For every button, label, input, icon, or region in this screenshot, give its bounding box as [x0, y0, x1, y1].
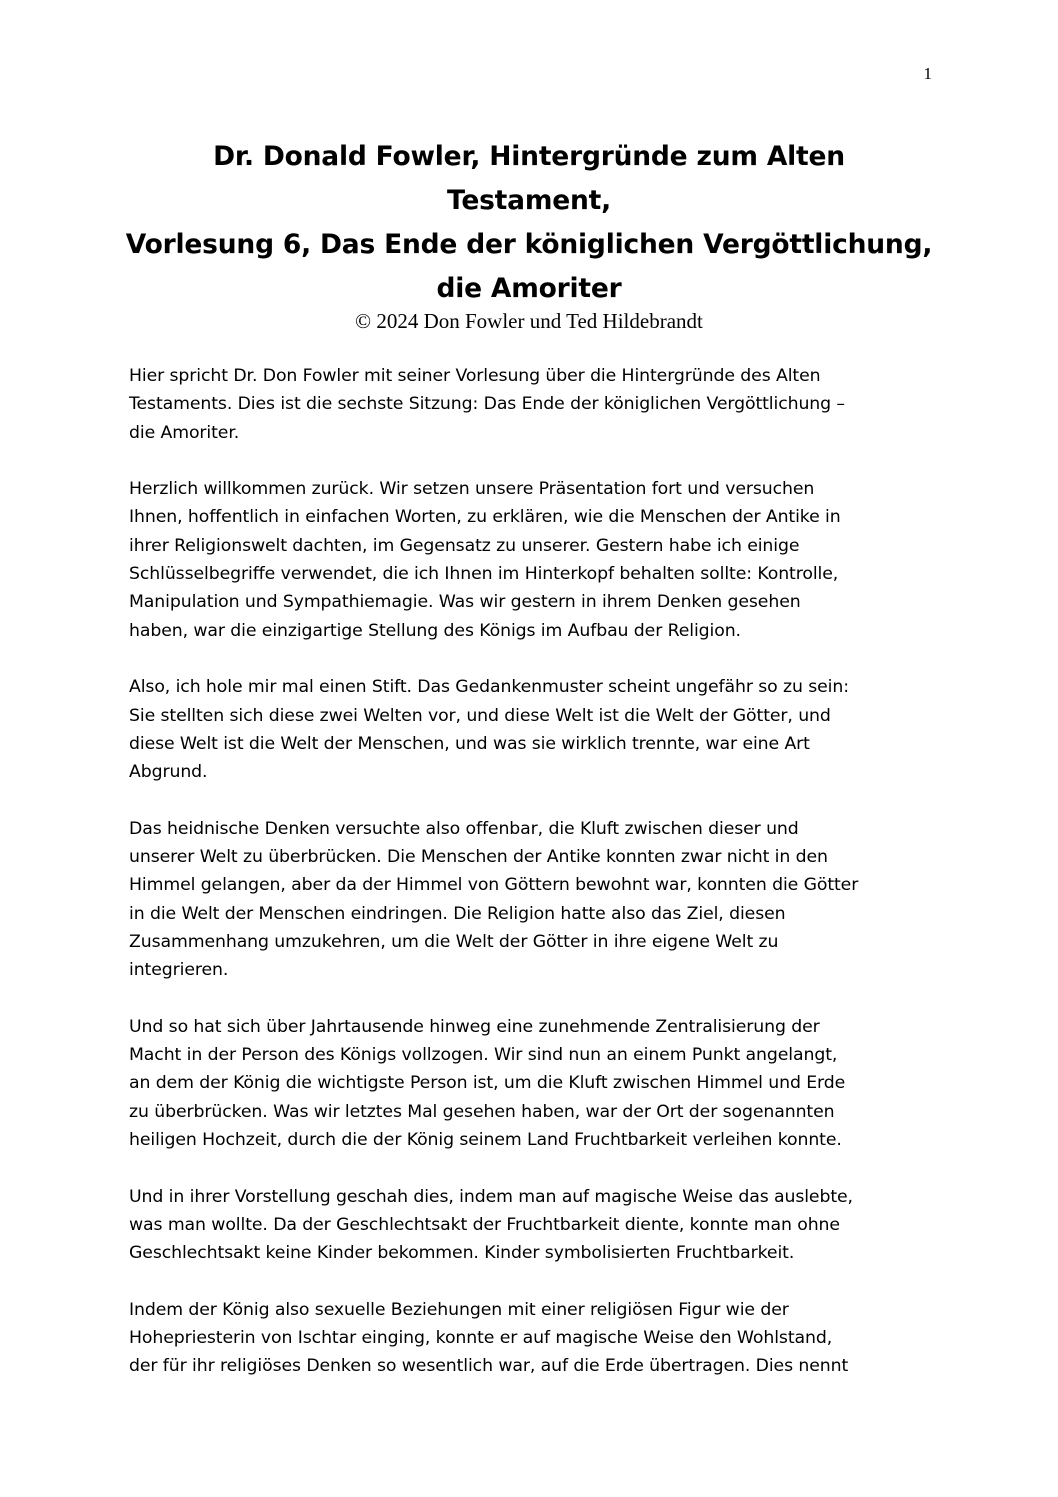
- paragraph-line: heiligen Hochzeit, durch die der König seinem Land Fruchtbarkeit verleihen konnte.: [129, 1130, 842, 1151]
- paragraph-line: Testaments. Dies ist die sechste Sitzung: Das Ende der königlichen Vergöttlichung –: [129, 394, 845, 415]
- paragraph-line: Himmel gelangen, aber da der Himmel von Göttern bewohnt war, konnten die Götter: [129, 875, 859, 896]
- paragraph-line: die Amoriter.: [129, 422, 240, 443]
- paragraph-line: diese Welt ist die Welt der Menschen, und was sie wirklich trennte, war eine Art: [129, 733, 810, 754]
- paragraph-line: haben, war die einzigartige Stellung des Königs im Aufbau der Religion.: [129, 620, 741, 641]
- paragraph-line: Zusammenhang umzukehren, um die Welt der Götter in ihre eigene Welt zu: [129, 931, 779, 952]
- paragraph-line: Und so hat sich über Jahrtausende hinweg eine zunehmende Zentralisierung der: [129, 1016, 820, 1037]
- title-line: Vorlesung 6, Das Ende der königlichen Vergöttlichung,: [125, 229, 933, 260]
- paragraph: [129, 1296, 929, 1381]
- paragraph-line: Also, ich hole mir mal einen Stift. Das Gedankenmuster scheint ungefähr so zu sein:: [129, 677, 849, 698]
- paragraph-line: Hohepriesterin von Ischtar einging, konnte er auf magische Weise den Wohlstand,: [129, 1328, 833, 1349]
- paragraph-line: Herzlich willkommen zurück. Wir setzen unsere Präsentation fort und versuchen: [129, 479, 815, 500]
- paragraph-line: Geschlechtsakt keine Kinder bekommen. Kinder symbolisierten Fruchtbarkeit.: [129, 1243, 795, 1264]
- paragraph-line: Macht in der Person des Königs vollzogen. Wir sind nun an einem Punkt angelangt,: [129, 1045, 838, 1066]
- paragraph-line: Indem der König also sexuelle Beziehungen mit einer religiösen Figur wie der: [129, 1299, 789, 1320]
- paragraph: [129, 475, 929, 645]
- paragraph: [129, 1013, 929, 1154]
- paragraph-line: Manipulation und Sympathiemagie. Was wir gestern in ihrem Denken gesehen: [129, 592, 801, 613]
- paragraph-line: Schlüsselbegriffe verwendet, die ich Ihnen im Hinterkopf behalten sollte: Kontrolle,: [129, 564, 839, 585]
- document-title: [100, 135, 958, 311]
- paragraph-line: unserer Welt zu überbrücken. Die Menschen der Antike konnten zwar nicht in den: [129, 847, 828, 868]
- paragraph-line: Das heidnische Denken versuchte also offenbar, die Kluft zwischen dieser und: [129, 818, 799, 839]
- paragraph-line: Hier spricht Dr. Don Fowler mit seiner Vorlesung über die Hintergründe des Alten: [129, 366, 821, 386]
- paragraph-line: an dem der König die wichtigste Person ist, um die Kluft zwischen Himmel und Erde: [129, 1073, 846, 1094]
- paragraph-line: Und in ihrer Vorstellung geschah dies, indem man auf magische Weise das auslebte,: [129, 1186, 853, 1207]
- paragraph-line: was man wollte. Da der Geschlechtsakt der Fruchtbarkeit diente, konnte man ohne: [129, 1214, 840, 1235]
- paragraph-line: in die Welt der Menschen eindringen. Die Religion hatte also das Ziel, diesen: [129, 903, 786, 924]
- title-line: die Amoriter: [436, 273, 622, 304]
- paragraph: [129, 815, 929, 985]
- paragraph: [129, 673, 929, 786]
- page-number: 1: [923, 64, 932, 83]
- paragraph: [129, 362, 929, 447]
- paragraph-line: integrieren.: [129, 960, 229, 981]
- paragraph-line: Sie stellten sich diese zwei Welten vor, und diese Welt ist die Welt der Götter, und: [129, 705, 831, 726]
- paragraph-line: ihrer Religionswelt dachten, im Gegensatz zu unserer. Gestern habe ich einige: [129, 535, 800, 556]
- title-line: Dr. Donald Fowler, Hintergründe zum Alten: [213, 141, 845, 172]
- body-text: [129, 362, 929, 1409]
- paragraph-line: Abgrund.: [129, 762, 208, 783]
- paragraph-line: zu überbrücken. Was wir letztes Mal gesehen haben, war der Ort der sogenannten: [129, 1101, 835, 1122]
- paragraph-line: Ihnen, hoffentlich in einfachen Worten, zu erklären, wie die Menschen der Antike in: [129, 507, 841, 528]
- title-line: Testament,: [446, 185, 612, 216]
- paragraph: [129, 1183, 929, 1268]
- paragraph-line: der für ihr religiöses Denken so wesentlich war, auf die Erde übertragen. Dies nennt: [129, 1356, 849, 1377]
- copyright-notice: © 2024 Don Fowler und Ted Hildebrandt: [355, 309, 703, 333]
